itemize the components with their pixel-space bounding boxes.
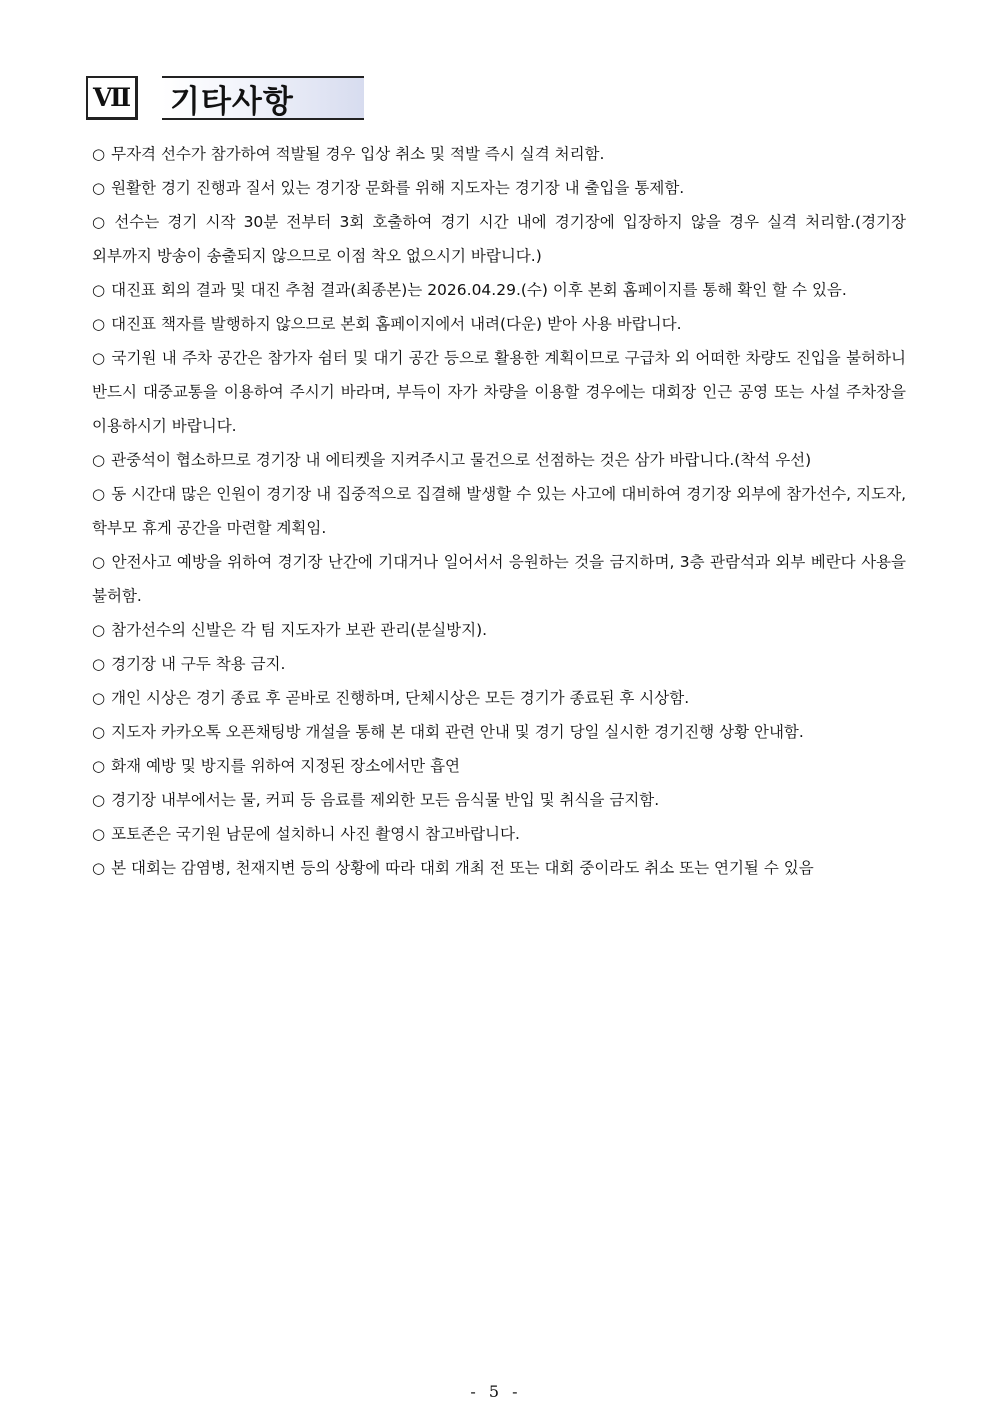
list-item [92, 749, 906, 783]
bullet-circle-icon: ○ [92, 315, 106, 333]
list-item [92, 545, 906, 613]
list-item-text: 선수는 경기 시작 30분 전부터 3회 호출하여 경기 시간 내에 경기장에 입장하지 않을 경우 실격 처리함.(경기장 외부까지 방송이 송출되지 않으므로 이점 착오 없으시기 바랍니다.) [92, 213, 906, 265]
list-item-text: 경기장 내부에서는 물, 커피 등 음료를 제외한 모든 음식물 반입 및 취식을 금지함. [111, 791, 660, 809]
list-item [92, 715, 906, 749]
list-item-text: 국기원 내 주차 공간은 참가자 쉼터 및 대기 공간 등으로 활용한 계획이므로 구급차 외 어떠한 차량도 진입을 불허하니 반드시 대중교통을 이용하여 주시기 바라며, 부득이 자가 차량을 이용할 경우에는 대회장 인근 공영 또는 사설 주차장을 이용하시기 바랍니다. [92, 349, 906, 435]
list-item [92, 171, 906, 205]
list-item [92, 783, 906, 817]
list-item [92, 817, 906, 851]
list-item-text: 원활한 경기 진행과 질서 있는 경기장 문화를 위해 지도자는 경기장 내 출입을 통제함. [111, 179, 685, 197]
list-item-text: 지도자 카카오톡 오픈채팅방 개설을 통해 본 대회 관련 안내 및 경기 당일 실시한 경기진행 상황 안내함. [111, 723, 804, 741]
bullet-circle-icon: ○ [92, 689, 106, 707]
list-item [92, 851, 906, 885]
list-item-text: 개인 시상은 경기 종료 후 곧바로 진행하며, 단체시상은 모든 경기가 종료된 후 시상함. [111, 689, 690, 707]
list-item-text: 안전사고 예방을 위하여 경기장 난간에 기대거나 일어서서 응원하는 것을 금지하며, 3층 관람석과 외부 베란다 사용을 불허함. [92, 553, 906, 605]
list-item-text: 대진표 책자를 발행하지 않으므로 본회 홈페이지에서 내려(다운) 받아 사용 바랍니다. [111, 315, 682, 333]
bullet-circle-icon: ○ [92, 859, 106, 877]
list-item-text: 참가선수의 신발은 각 팀 지도자가 보관 관리(분실방지). [111, 621, 488, 639]
section-header [86, 76, 386, 122]
list-item [92, 137, 906, 171]
bullet-circle-icon: ○ [92, 349, 106, 367]
list-item [92, 443, 906, 477]
bullet-circle-icon: ○ [92, 281, 106, 299]
list-item [92, 477, 906, 545]
list-item-text: 관중석이 협소하므로 경기장 내 에티켓을 지켜주시고 물건으로 선점하는 것은 삼가 바랍니다.(착석 우선) [111, 451, 812, 469]
section-number: Ⅶ [86, 76, 138, 120]
bullet-circle-icon: ○ [92, 655, 106, 673]
list-item-text: 대진표 회의 결과 및 대진 추첨 결과(최종본)는 2026.04.29.(수) 이후 본회 홈페이지를 통해 확인 할 수 있음. [111, 281, 847, 299]
list-item-text: 본 대회는 감염병, 천재지변 등의 상황에 따라 대회 개최 전 또는 대회 중이라도 취소 또는 연기될 수 있음 [111, 859, 814, 877]
list-item [92, 341, 906, 443]
list-item [92, 307, 906, 341]
list-item-text: 동 시간대 많은 인원이 경기장 내 집중적으로 집결해 발생할 수 있는 사고에 대비하여 경기장 외부에 참가선수, 지도자, 학부모 휴게 공간을 마련할 계획임. [92, 485, 907, 537]
page-number: - 5 - [470, 1382, 522, 1401]
list-item [92, 205, 906, 273]
bullet-circle-icon: ○ [92, 451, 106, 469]
list-item-text: 화재 예방 및 방지를 위하여 지정된 장소에서만 흡연 [111, 757, 461, 775]
bullet-circle-icon: ○ [92, 179, 106, 197]
section-title-box [162, 76, 364, 120]
section-title: 기타사항 [170, 83, 294, 120]
list-item-text: 포토존은 국기원 남문에 설치하니 사진 촬영시 참고바랍니다. [111, 825, 520, 843]
list-item [92, 647, 906, 681]
list-item-text: 무자격 선수가 참가하여 적발될 경우 입상 취소 및 적발 즉시 실격 처리함. [111, 145, 605, 163]
bullet-circle-icon: ○ [92, 791, 106, 809]
bullet-circle-icon: ○ [92, 825, 106, 843]
list-item [92, 273, 906, 307]
notice-list [92, 137, 906, 885]
list-item [92, 613, 906, 647]
list-item-text: 경기장 내 구두 착용 금지. [111, 655, 286, 673]
bullet-circle-icon: ○ [92, 145, 106, 163]
bullet-circle-icon: ○ [92, 621, 106, 639]
bullet-circle-icon: ○ [92, 723, 106, 741]
list-item [92, 681, 906, 715]
bullet-circle-icon: ○ [92, 213, 109, 231]
bullet-circle-icon: ○ [92, 757, 106, 775]
bullet-circle-icon: ○ [92, 553, 106, 571]
bullet-circle-icon: ○ [92, 485, 106, 503]
